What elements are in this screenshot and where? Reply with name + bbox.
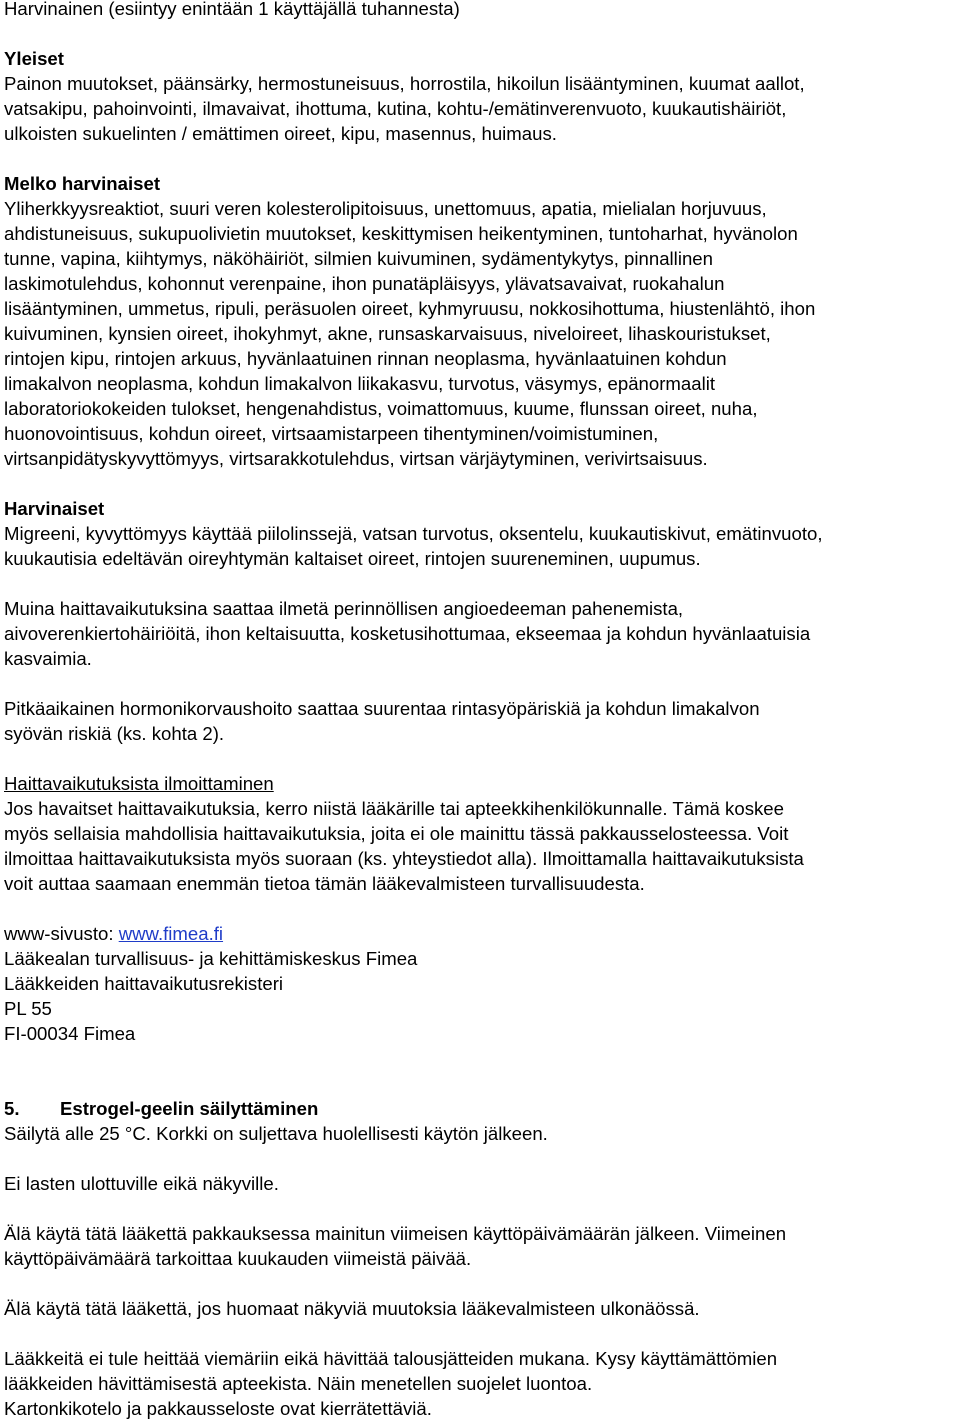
website-line	[4, 921, 956, 946]
address-line: FI-00034 Fimea	[4, 1023, 136, 1044]
reporting-section	[4, 771, 956, 896]
uncommon-line: laskimotulehdus, kohonnut verenpaine, ihon punatäpläisyys, ylävatsavaivat, ruokahalun	[4, 273, 725, 294]
rare-line: Migreeni, kyvyttömyys käyttää piilolinssejä, vatsan turvotus, oksentelu, kuukautiskivut, emätinvuoto,	[4, 523, 823, 544]
visible-change-line: Älä käytä tätä lääkettä, jos huomaat näkyviä muutoksia lääkevalmisteen ulkonäössä.	[4, 1298, 700, 1319]
section5-number: 5.	[4, 1098, 20, 1119]
uncommon-line: huonovointisuus, kohdun oireet, virtsaamistarpeen tihentyminen/voimistuminen,	[4, 423, 659, 444]
reporting-line: myös sellaisia mahdollisia haittavaikutuksia, joita ei ole mainittu tässä pakkausselosteessa. Voit	[4, 823, 789, 844]
common-heading: Yleiset	[4, 48, 64, 69]
reporting-line: Jos havaitset haittavaikutuksia, kerro niistä lääkärille tai apteekkihenkilökunnalle. Tämä koskee	[4, 798, 784, 819]
common-line: ulkoisten sukuelinten / emättimen oireet, kipu, masennus, huimaus.	[4, 123, 557, 144]
contact-block	[4, 921, 956, 1046]
common-line: vatsakipu, pahoinvointi, ilmavaivat, ihottuma, kutina, kohtu-/emätinverenvuoto, kuukautishäiriöt,	[4, 98, 787, 119]
frequency-header: Harvinainen (esiintyy enintään 1 käyttäjällä tuhannesta)	[4, 0, 460, 19]
common-line: Painon muutokset, päänsärky, hermostuneisuus, horrostila, hikoilun lisääntyminen, kuumat aallot,	[4, 73, 805, 94]
rare-section	[4, 496, 956, 571]
reporting-line: ilmoittaa haittavaikutuksista myös suoraan (ks. yhteystiedot alla). Ilmoittamalla haittavaikutuksista	[4, 848, 804, 869]
reporting-line: voit auttaa saamaan enemmän tietoa tämän lääkevalmisteen turvallisuudesta.	[4, 873, 645, 894]
common-section	[4, 46, 956, 146]
uncommon-line: lisääntyminen, ummetus, ripuli, peräsuolen oireet, kyhmyruusu, nokkosihottuma, hiustenlähtö, ihon	[4, 298, 816, 319]
website-label: www-sivusto:	[4, 923, 119, 944]
other-effects-line: aivoverenkiertohäiriöitä, ihon keltaisuutta, kosketusihottumaa, ekseemaa ja kohdun hyvänlaatuisia	[4, 623, 811, 644]
uncommon-line: rintojen kipu, rintojen arkuus, hyvänlaatuinen rinnan neoplasma, hyvänlaatuinen kohdun	[4, 348, 727, 369]
long-term-line: syövän riskiä (ks. kohta 2).	[4, 723, 225, 744]
expiry-paragraph	[4, 1221, 956, 1271]
other-effects-line: kasvaimia.	[4, 648, 92, 669]
fimea-website-link[interactable]: www.fimea.fi	[118, 923, 224, 944]
other-effects-paragraph	[4, 596, 956, 671]
disposal-line: Kartonkikotelo ja pakkausseloste ovat kierrätettäviä.	[4, 1398, 432, 1419]
address-line: PL 55	[4, 998, 52, 1019]
expiry-line: Älä käytä tätä lääkettä pakkauksessa mainitun viimeisen käyttöpäivämäärän jälkeen. Viimeinen	[4, 1223, 787, 1244]
uncommon-line: ahdistuneisuus, sukupuolivietin muutokset, keskittymisen heikentyminen, tuntoharhat, hyvänolon	[4, 223, 798, 244]
uncommon-line: limakalvon neoplasma, kohdun limakalvon liikakasvu, turvotus, väsymys, epänormaalit	[4, 373, 716, 394]
other-effects-line: Muina haittavaikutuksina saattaa ilmetä perinnöllisen angioedeeman pahenemista,	[4, 598, 684, 619]
section5-title: Estrogel-geelin säilyttäminen	[60, 1098, 319, 1119]
disposal-line: lääkkeiden hävittämisestä apteekista. Näin menetellen suojelet luontoa.	[4, 1373, 593, 1394]
uncommon-line: kuivuminen, kynsien oireet, ihokyhmyt, akne, runsaskarvaisuus, niveloireet, lihaskouristukset,	[4, 323, 771, 344]
storage-line: Säilytä alle 25 °C. Korkki on suljettava huolellisesti käytön jälkeen.	[4, 1123, 548, 1144]
uncommon-line: Yliherkkyysreaktiot, suuri veren kolesterolipitoisuus, unettomuus, apatia, mielialan horjuvuus,	[4, 198, 767, 219]
uncommon-heading: Melko harvinaiset	[4, 173, 161, 194]
long-term-line: Pitkäaikainen hormonikorvaushoito saattaa suurentaa rintasyöpäriskiä ja kohdun limakalvon	[4, 698, 760, 719]
address-line: Lääkealan turvallisuus- ja kehittämiskeskus Fimea	[4, 948, 418, 969]
disposal-line: Lääkkeitä ei tule heittää viemäriin eikä hävittää talousjätteiden mukana. Kysy käyttämättömien	[4, 1348, 778, 1369]
section5-heading	[4, 1096, 956, 1121]
section5	[4, 1096, 956, 1421]
rare-heading: Harvinaiset	[4, 498, 105, 519]
long-term-paragraph	[4, 696, 956, 746]
uncommon-line: tunne, vapina, kiihtymys, näköhäiriöt, silmien kuivuminen, sydämentykytys, pinnallinen	[4, 248, 713, 269]
expiry-line: käyttöpäivämäärä tarkoittaa kuukauden viimeistä päivää.	[4, 1248, 472, 1269]
uncommon-line: laboratoriokokeiden tulokset, hengenahdistus, voimattomuus, kuume, flunssan oireet, nuha,	[4, 398, 758, 419]
address-line: Lääkkeiden haittavaikutusrekisteri	[4, 973, 284, 994]
uncommon-line: virtsanpidätyskyvyttömyys, virtsarakkotulehdus, virtsan värjäytyminen, verivirtsaisuus.	[4, 448, 708, 469]
children-line: Ei lasten ulottuville eikä näkyville.	[4, 1173, 279, 1194]
rare-line: kuukautisia edeltävän oireyhtymän kaltaiset oireet, rintojen suureneminen, uupumus.	[4, 548, 701, 569]
uncommon-section	[4, 171, 956, 471]
disposal-paragraph	[4, 1346, 956, 1421]
reporting-heading: Haittavaikutuksista ilmoittaminen	[4, 773, 274, 794]
